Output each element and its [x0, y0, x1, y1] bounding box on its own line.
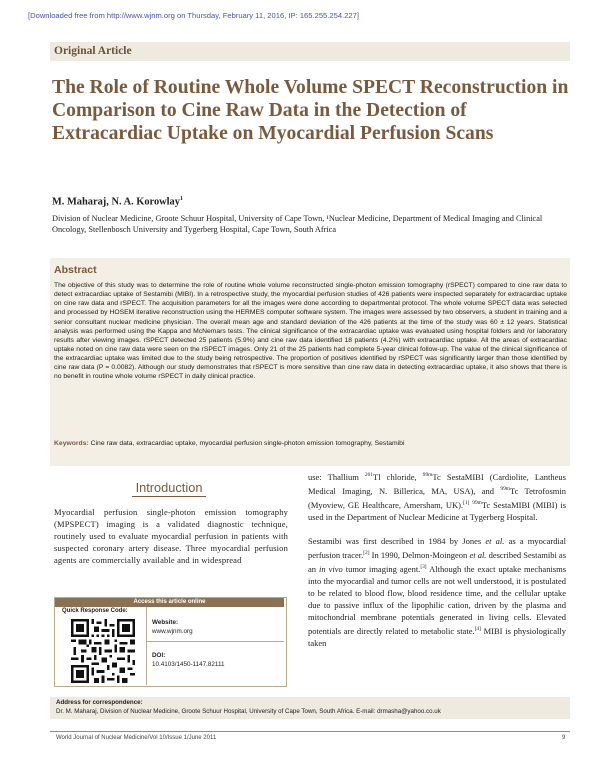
correspondence-label: Address for correspondence: — [56, 699, 143, 706]
keywords-text: Cine raw data, extracardiac uptake, myocardial perfusion single-photon emission tomography, Sestamibi — [90, 440, 405, 447]
intro-paragraph-2: Sestamibi was first described in 1984 by Jones et al. as a myocardial perfusion tracer.[2] In 1990, Delmon-Moingeon et al. described Sestamibi as an in vivo tumor imaging agent.[3] Although the exact uptake mechanisms into the myocardial and tumor cells are not well understood, it is postulated to be related to blood flow, blood residence time, and the cellular uptake due to passive influx of the lipophilic cation, driven by the plasma and mitochondrial membrane potentials generated in living cells. Elevated potentials are directly related to metabolic state.[4] MIBI is physiologically taken — [308, 535, 567, 649]
author-superscript: 1 — [179, 196, 183, 202]
keywords — [54, 440, 567, 447]
abstract-text: The objective of this study was to determine the role of routine whole volume reconstructed single-photon emission tomography (rSPECT) compared to cine raw data to detect extracardiac uptake of Sestamibi (MIBI). In a retrospective study, the myocardial perfusion studies of 426 patients were inspected separately for extracardiac uptake on cine raw data and rSPECT. The acquisition parameters for all the images were done according to departmental protocol. The whole volume SPECT data was selected and processed by HOSEM iterative reconstruction using the HERMES computer software system. The images were assessed by two observers, a student in training and a senior consultant nuclear medicine physician. The overall mean age and standard deviation of the 426 patients at the time of the study was 60 ± 12 years. Statistical analysis was performed using the Kappa and McNemars tests. The clinical significance of the extracardiac uptake was evaluated using hospital folders and /or laboratory results after viewing images. rSPECT detected 25 patients (5.9%) and cine raw data identified 18 patients (4.2%) with extracardiac uptake. All the areas of extracardiac uptake noted on cine raw data were seen on the rSPECT images. Only 21 of the 25 patients had complete 5-year clinical follow-up. The value of the clinical significance of the extracardiac uptake was limited due to the study being retrospective. The proportion of positives identified by rSPECT was significantly larger than those identified by cine raw data (P = 0.0082). Although our study demonstrates that rSPECT is more sensitive than cine raw data in detecting extracardiac uptake, it also shows that there is no benefit in routine whole volume rSPECT in daily clinical practice. — [54, 282, 567, 381]
doi-label: DOI: — [152, 652, 166, 659]
website-link[interactable]: www.wjnm.org — [152, 628, 193, 635]
download-banner: [Downloaded free from http://www.wjnm.org on Thursday, February 11, 2016, IP: 165.255.254.227] — [28, 11, 359, 20]
intro-paragraph-1: use: Thallium $^{201}$Tl chloride, $^{99m}$Tc SestaMIBI (Cardiolite, Lantheus Medical Imaging, N. Billerica, MA, USA), and $^{99m}$Tc Tetrofosmin (Myoview, GE Healthcare, Amersham, UK).[1] $^{99m}$Tc SestaMIBI (MIBI) is used in the Department of Nuclear Medicine at Tygerberg Hospital. — [308, 471, 566, 522]
website-label: Website: — [152, 619, 179, 626]
access-online-header: Access this article online — [55, 598, 284, 607]
introduction-heading: Introduction — [54, 480, 284, 498]
intro-right-column — [308, 469, 566, 649]
correspondence-text: Dr. M. Maharaj, Division of Nuclear Medicine, Groote Schuur Hospital, University of Cape Town, South Africa. E-mail: drmasha@yahoo.co.uk — [56, 708, 441, 715]
author-list — [52, 196, 183, 207]
qr-code-label: Quick Response Code: — [62, 608, 128, 614]
access-box-divider — [146, 607, 147, 685]
footer-divider — [50, 731, 570, 732]
article-type-label: Original Article — [54, 45, 132, 57]
doi-value[interactable]: 10.4103/1450-1147.82111 — [152, 661, 225, 668]
affiliations: Division of Nuclear Medicine, Groote Schuur Hospital, University of Cape Town, ¹Nuclear Medicine, Department of Medical Imaging and Clinical Oncology, Stellenbosch University and Tygerberg Hospital, Cape Town, South Africa — [52, 214, 543, 235]
article-title: The Role of Routine Whole Volume SPECT Reconstruction in Comparison to Cine Raw Data in the Detection of Extracardiac Uptake on Myocardial Perfusion Scans — [52, 77, 569, 144]
intro-left-column: Myocardial perfusion single-photon emission tomography (MPSPECT) imaging is a validated diagnostic technique, routinely used to evaluate myocardial perfusion in patients with suspected coronary artery disease. Three myocardial perfusion agents are commercially available and in widespread — [54, 507, 288, 565]
page-number: 9 — [562, 735, 566, 741]
qr-code-icon[interactable] — [71, 619, 135, 683]
footer-journal: World Journal of Nuclear Medicine/Vol 10/Issue 1/June 2011 — [56, 735, 217, 741]
access-box-divider-h — [146, 641, 284, 642]
abstract-heading: Abstract — [54, 264, 97, 276]
keywords-label: Keywords: — [54, 440, 89, 447]
authors-text: M. Maharaj, N. A. Korowlay — [52, 196, 180, 208]
